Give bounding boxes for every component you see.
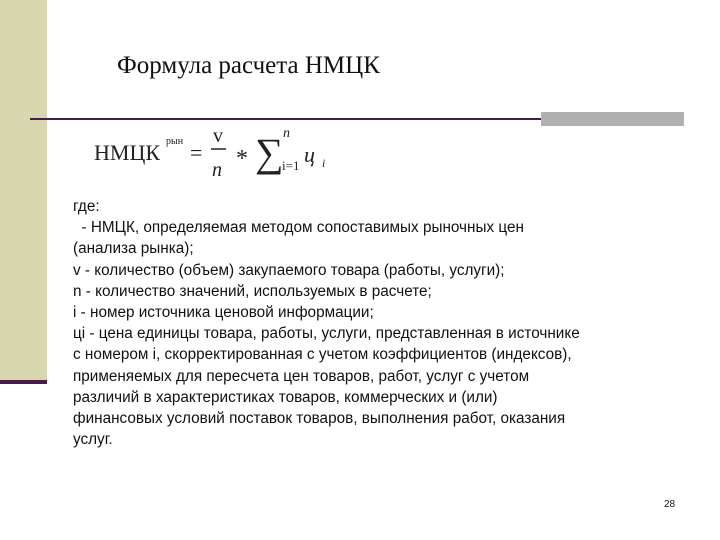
formula-term-subscript: i bbox=[322, 156, 326, 170]
formula-lhs-superscript: рын bbox=[166, 136, 184, 147]
page-number: 28 bbox=[664, 499, 676, 510]
text-line: v - количество (объем) закупаемого товара (работы, услуги); bbox=[73, 261, 505, 279]
text-line: услуг. bbox=[73, 431, 113, 449]
formula-denominator: n bbox=[212, 159, 222, 181]
text-line: цi - цена единицы товара, работы, услуги, представленная в источнике bbox=[73, 325, 580, 343]
right-decor-block bbox=[541, 112, 684, 126]
slide-title: Формула расчета НМЦК bbox=[117, 52, 380, 79]
text-line: различий в характеристиках товаров, коммерческих и (или) bbox=[73, 388, 498, 406]
text-line: (анализа рынка); bbox=[73, 240, 194, 258]
definitions-text bbox=[73, 196, 688, 450]
text-line: где: bbox=[73, 198, 100, 215]
formula-sum-lower: i=1 bbox=[282, 158, 300, 173]
text-line: финансовых условий поставок товаров, выполнения работ, оказания bbox=[73, 410, 566, 428]
formula-times: * bbox=[236, 146, 248, 172]
formula-sum-upper: n bbox=[283, 126, 290, 141]
text-line: i - номер источника ценовой информации; bbox=[73, 304, 374, 322]
formula-term: ц bbox=[304, 142, 315, 167]
text-line: - НМЦК, определяемая методом сопоставимых рыночных цен bbox=[73, 219, 524, 237]
text-line: с номером i, скорректированная с учетом коэффициентов (индексов), bbox=[73, 346, 572, 364]
left-decor-accent bbox=[0, 380, 47, 384]
formula-sum-symbol: ∑ bbox=[255, 130, 284, 175]
formula-equals: = bbox=[190, 140, 203, 165]
title-rule bbox=[30, 118, 542, 120]
nmck-formula bbox=[90, 122, 340, 192]
formula-numerator: v bbox=[213, 125, 223, 147]
text-line: применяемых для пересчета цен товаров, работ, услуг с учетом bbox=[73, 367, 530, 385]
formula-lhs: НМЦК bbox=[94, 140, 161, 165]
left-decor-bar bbox=[0, 0, 47, 383]
text-line: n - количество значений, используемых в расчете; bbox=[73, 282, 432, 300]
